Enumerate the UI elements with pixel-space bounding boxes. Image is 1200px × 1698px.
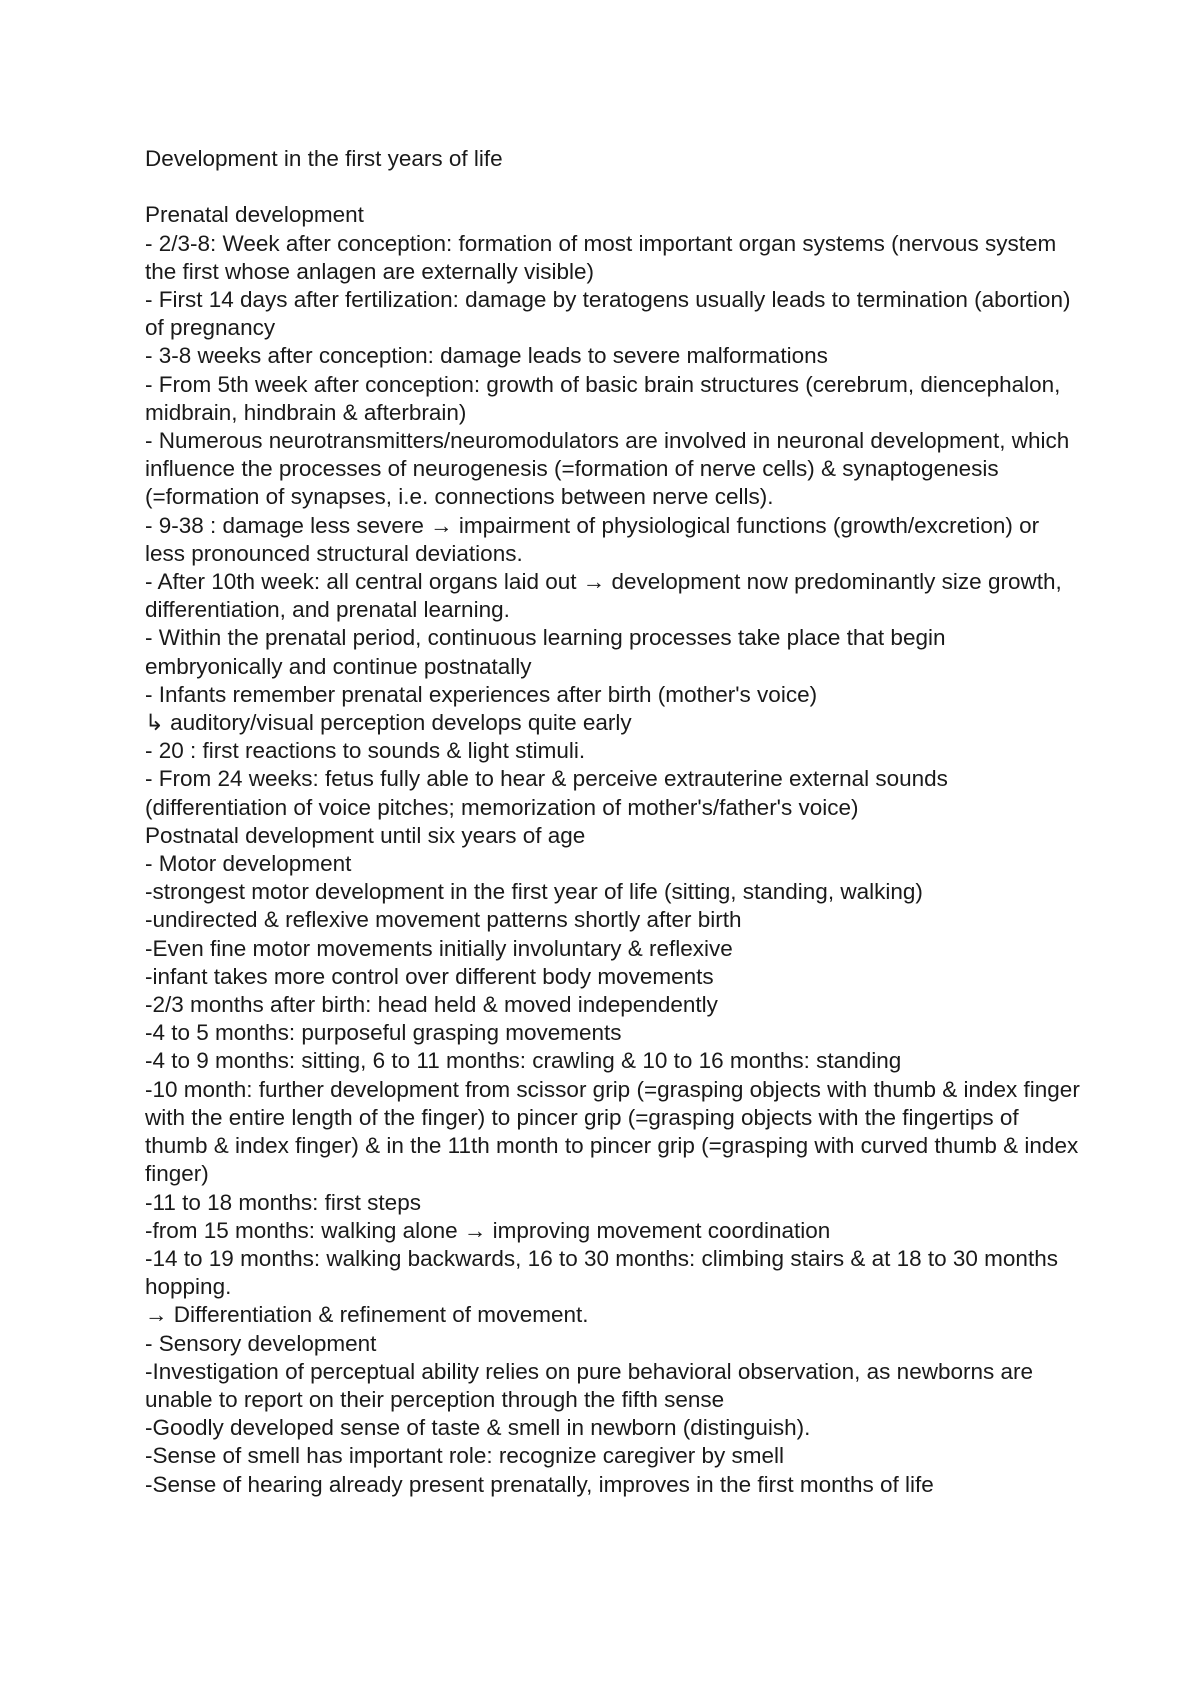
text-line: - After 10th week: all central organs laid out → development now predominantly size growth, differentiation, and prenatal learning. — [145, 569, 1062, 623]
text-line: - Infants remember prenatal experiences after birth (mother's voice) — [145, 681, 818, 707]
subsection-heading: - Motor development — [145, 851, 352, 877]
text-line: - Within the prenatal period, continuous learning processes take place that begin embryonically and continue postnatally — [145, 625, 946, 679]
text-line: -Sense of hearing already present prenatally, improves in the first months of life — [145, 1471, 934, 1497]
text-line: -14 to 19 months: walking backwards, 16 to 30 months: climbing stairs & at 18 to 30 months hopping. — [145, 1245, 1058, 1300]
subsection-heading: - Sensory development — [145, 1330, 377, 1356]
section-postnatal — [145, 822, 1085, 1499]
text-line: -Even fine motor movements initially involuntary & reflexive — [145, 935, 733, 961]
text-line: -Investigation of perceptual ability relies on pure behavioral observation, as newborns are unable to report on their perception through the fifth sense — [145, 1358, 1034, 1412]
section-prenatal — [145, 201, 1085, 821]
text-line: - Numerous neurotransmitters/neuromodulators are involved in neuronal development, which influence the processes of neurogenesis (=formation of nerve cells) & synaptogenesis (=formation of synapses, i.e. connections between nerve cells). — [145, 428, 1070, 510]
text-line: -Goodly developed sense of taste & smell in newborn (distinguish). — [145, 1415, 811, 1441]
text-line: -4 to 5 months: purposeful grasping movements — [145, 1020, 622, 1046]
text-line: - 20 : first reactions to sounds & light stimuli. — [145, 738, 586, 764]
document-title: Development in the first years of life — [145, 146, 503, 171]
text-line: - 2/3-8: Week after conception: formation of most important organ systems (nervous system the first whose anlagen are externally visible) — [145, 230, 1057, 284]
text-line: - From 24 weeks: fetus fully able to hear & perceive extrauterine external sounds (differentiation of voice pitches; memorization of mother's/father's voice) — [145, 766, 948, 820]
text-line: -undirected & reflexive movement patterns shortly after birth — [145, 907, 742, 933]
text-line: -4 to 9 months: sitting, 6 to 11 months: crawling & 10 to 16 months: standing — [145, 1048, 902, 1074]
text-line: -strongest motor development in the first year of life (sitting, standing, walking) — [145, 879, 923, 905]
text-line: - First 14 days after fertilization: damage by teratogens usually leads to termination (abortion) of pregnancy — [145, 287, 1071, 341]
text-line: → Differentiation & refinement of movement. — [145, 1302, 589, 1328]
text-line: -2/3 months after birth: head held & moved independently — [145, 992, 718, 1018]
text-line: -from 15 months: walking alone → improving movement coordination — [145, 1217, 831, 1243]
text-line: -10 month: further development from scissor grip (=grasping objects with thumb & index finger with the entire length of the finger) to pincer grip (=grasping objects with the fingertips of thumb & index finger) & in the 11th month to pincer grip (=grasping with curved thumb & index finger) — [145, 1076, 1080, 1187]
text-line: ↳ auditory/visual perception develops quite early — [145, 710, 632, 736]
text-line: -11 to 18 months: first steps — [145, 1189, 421, 1215]
section-heading: Postnatal development until six years of age — [145, 822, 586, 848]
text-line: - 3-8 weeks after conception: damage leads to severe malformations — [145, 343, 828, 369]
text-line: - From 5th week after conception: growth of basic brain structures (cerebrum, diencephalon, midbrain, hindbrain & afterbrain) — [145, 371, 1061, 425]
section-heading: Prenatal development — [145, 202, 364, 228]
text-line: - 9-38 : damage less severe → impairment of physiological functions (growth/excretion) or less pronounced structural deviations. — [145, 512, 1040, 566]
document-body — [145, 145, 1085, 1499]
text-line: -Sense of smell has important role: recognize caregiver by smell — [145, 1443, 785, 1469]
text-line: -infant takes more control over different body movements — [145, 963, 714, 989]
